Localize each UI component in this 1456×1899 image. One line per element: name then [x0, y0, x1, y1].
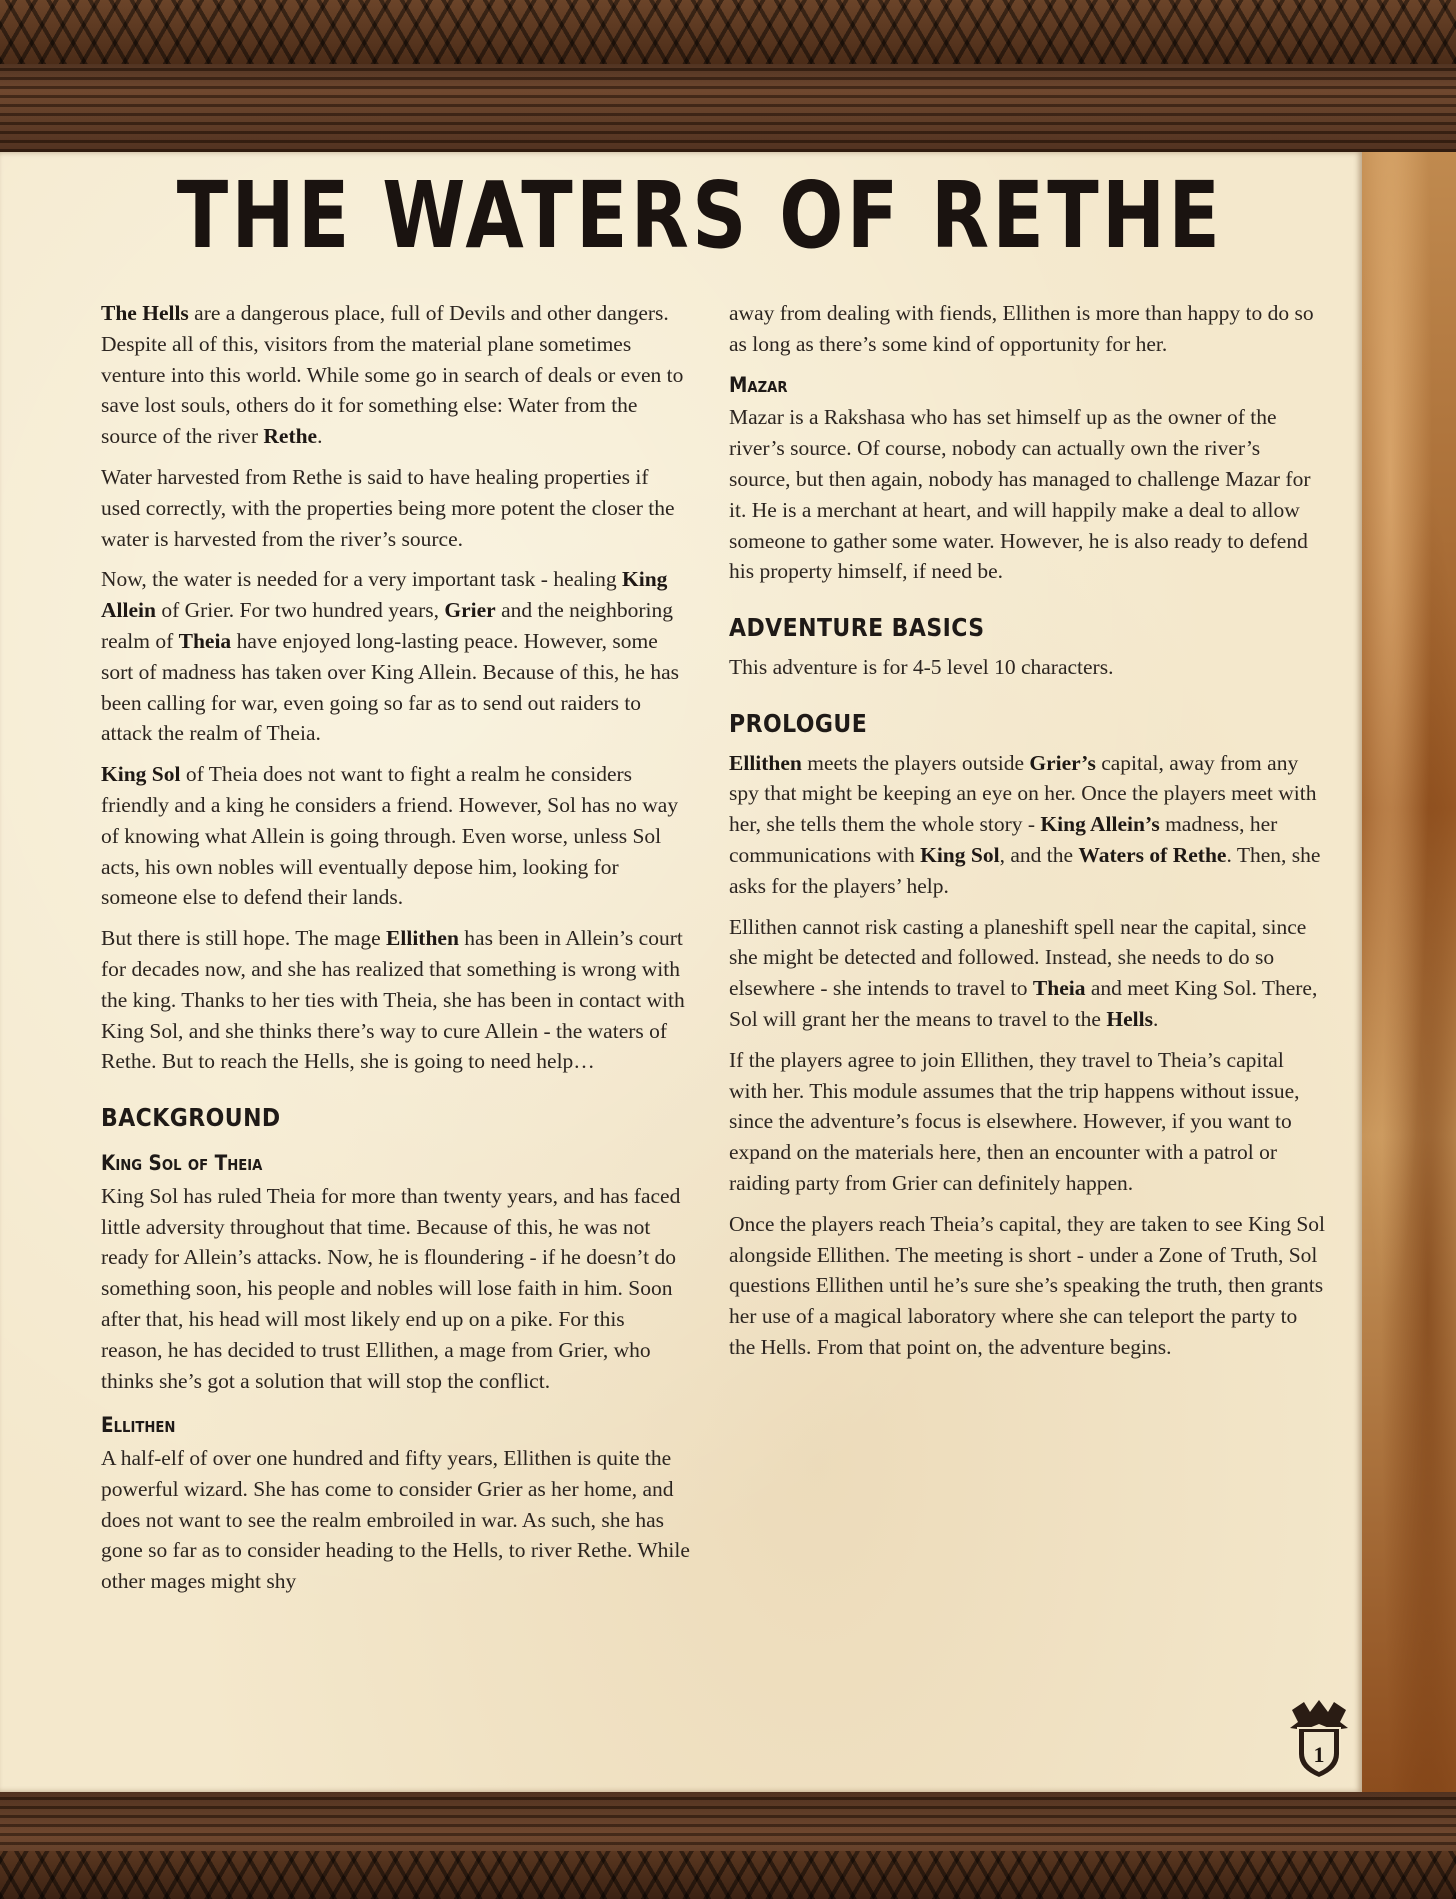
hope-paragraph — [101, 923, 691, 1077]
text-run: , and the — [999, 842, 1079, 867]
text-run: King Sol has ruled Theia for more than twenty years, and has faced little adversity throughout that time. Because of this, he was not ready for Allein’s attacks. Now, he is floundering - if he doesn’t do something soon, his people and nobles will lose faith in him. Soon after that, his head will most likely end up on a pike. For this reason, he has decided to trust Ellithen, a mage from Grier, who thinks she’s got a solution that will stop the conflict. — [101, 1183, 681, 1393]
bold-term: Theia — [178, 628, 232, 653]
bold-term: Grier’s — [1029, 750, 1096, 775]
king-sol-heading: King Sol of Theia — [101, 1150, 263, 1175]
text-run: capital, away from any spy that might be keeping an eye on her. Once the players meet with her, she tells them the whole story - — [729, 750, 1317, 837]
bottom-knotwork — [0, 1851, 1456, 1899]
mazar-heading: Mazar — [729, 372, 788, 397]
adventure-basics-paragraph — [729, 652, 1326, 683]
text-run: and the neighboring realm of — [101, 598, 674, 653]
text-run: Ellithen cannot risk casting a planeshift spell near the capital, since she might be detected and followed. Instead, she needs to do so elsewhere - she intends to travel to — [729, 914, 1307, 1001]
text-run: But there is still hope. The mage — [101, 926, 387, 951]
bold-term: Ellithen — [386, 926, 459, 951]
dragon-shield-icon — [1284, 1698, 1354, 1780]
bold-term: King Sol — [920, 842, 1000, 867]
text-run: madness, her communications with — [729, 812, 1278, 867]
ellithen-continued-paragraph — [729, 298, 1326, 360]
text-run: . Then, she asks for the players’ help. — [729, 842, 1321, 898]
bold-term: Ellithen — [729, 750, 802, 775]
text-run: of Grier. For two hundred years, — [155, 598, 445, 623]
task-paragraph — [101, 564, 691, 749]
bold-term: King Sol — [101, 762, 181, 787]
travel-paragraph — [729, 1045, 1326, 1199]
text-run: are a dangerous place, full of Devils and other dangers. Despite all of this, visitors from the material plane sometimes venture into this world. While some go in search of deals or even to save lost souls, others do it for something else: Water from the source of the river — [101, 301, 684, 449]
text-run: has been in Allein’s court for decades now, and she has realized that something is wrong with the king. Thanks to her ties with Theia, she has been in contact with King Sol, and she thinks there’s way to cure Allein - the waters of Rethe. But to reach the Hells, she is going to need help… — [101, 926, 685, 1074]
top-border — [0, 0, 1456, 152]
intro-paragraph — [101, 298, 691, 452]
text-run: have enjoyed long-lasting peace. However, some sort of madness has taken over King Allein. Because of this, he has been calling for war, even going so far as to send out raiders to attack the realm of Theia. — [101, 628, 679, 746]
ellithen-heading: Ellithen — [101, 1413, 176, 1438]
page-title: THE WATERS OF RETHE — [176, 162, 1224, 269]
planeshift-paragraph — [729, 912, 1326, 1035]
bold-term: Grier — [444, 598, 496, 623]
left-column — [101, 298, 691, 1607]
text-run: Now, the water is needed for a very important task - healing — [101, 567, 622, 592]
text-run: and meet King Sol. There, Sol will grant her the means to travel to the — [729, 976, 1318, 1031]
background-heading: BACKGROUND — [101, 1103, 281, 1133]
bold-term: Waters of Rethe — [1078, 842, 1227, 867]
text-run: . — [317, 424, 323, 449]
text-run: Water harvested from Rethe is said to have healing properties if used correctly, with the properties being more potent the closer the water is harvested from the river’s source. — [101, 464, 675, 551]
bottom-border — [0, 1792, 1456, 1899]
side-panel — [1362, 152, 1456, 1792]
meeting-paragraph — [729, 1209, 1326, 1363]
text-run: away from dealing with fiends, Ellithen is more than happy to do so as long as there’s some kind of opportunity for her. — [729, 301, 1314, 356]
text-run: A half-elf of over one hundred and fifty years, Ellithen is quite the powerful wizard. She has come to consider Grier as her home, and does not want to see the realm embroiled in war. As such, she has gone so far as to consider heading to the Hells, to river Rethe. While other mages might shy — [101, 1446, 690, 1594]
text-run: meets the players outside — [801, 750, 1030, 775]
text-run: Once the players reach Theia’s capital, they are taken to see King Sol alongside Ellithen. The meeting is short - under a Zone of Truth, Sol questions Ellithen until he’s sure she’s speaking the truth, then grants her use of a magical laboratory where she can teleport the party to the Hells. From that point on, the adventure begins. — [729, 1211, 1325, 1359]
prologue-heading: PROLOGUE — [729, 708, 868, 738]
king-sol-paragraph — [101, 759, 691, 913]
bold-term: Rethe — [263, 424, 318, 449]
ellithen-paragraph — [101, 1443, 691, 1597]
adventure-basics-heading: ADVENTURE BASICS — [729, 613, 985, 643]
text-run: of Theia does not want to fight a realm he considers friendly and a king he considers a friend. However, Sol has no way of knowing what Allein is going through. Even worse, unless Sol acts, his own nobles will eventually depose him, looking for someone else to defend their lands. — [101, 762, 679, 910]
king-sol-background-paragraph — [101, 1181, 691, 1397]
bold-term: Hells — [1106, 1006, 1153, 1031]
bold-term: King Allein’s — [1040, 812, 1160, 837]
top-knotwork — [0, 0, 1456, 64]
bold-term: Theia — [1032, 976, 1086, 1001]
page-number: 1 — [1313, 1742, 1325, 1767]
text-run: If the players agree to join Ellithen, they travel to Theia’s capital with her. This module assumes that the trip happens without issue, since the adventure’s focus is elsewhere. However, if you want to expand on the materials here, then an encounter with a patrol or raiding party from Grier can definitely happen. — [729, 1047, 1300, 1195]
bold-term: King Allein — [101, 567, 668, 623]
text-run: . — [1152, 1006, 1159, 1031]
text-run: Mazar is a Rakshasa who has set himself up as the owner of the river’s source. Of course, nobody can actually own the river’s source, but then again, nobody has managed to challenge Mazar for it. He is a merchant at heart, and will happily make a deal to allow someone to gather some water. However, he is also ready to defend his property himself, if need be. — [729, 405, 1311, 584]
text-run: This adventure is for 4-5 level 10 characters. — [729, 654, 1114, 679]
mazar-paragraph — [729, 402, 1326, 587]
prologue-paragraph — [729, 748, 1326, 902]
right-column — [729, 298, 1326, 1373]
healing-paragraph — [101, 462, 691, 554]
bold-term: The Hells — [101, 301, 189, 325]
